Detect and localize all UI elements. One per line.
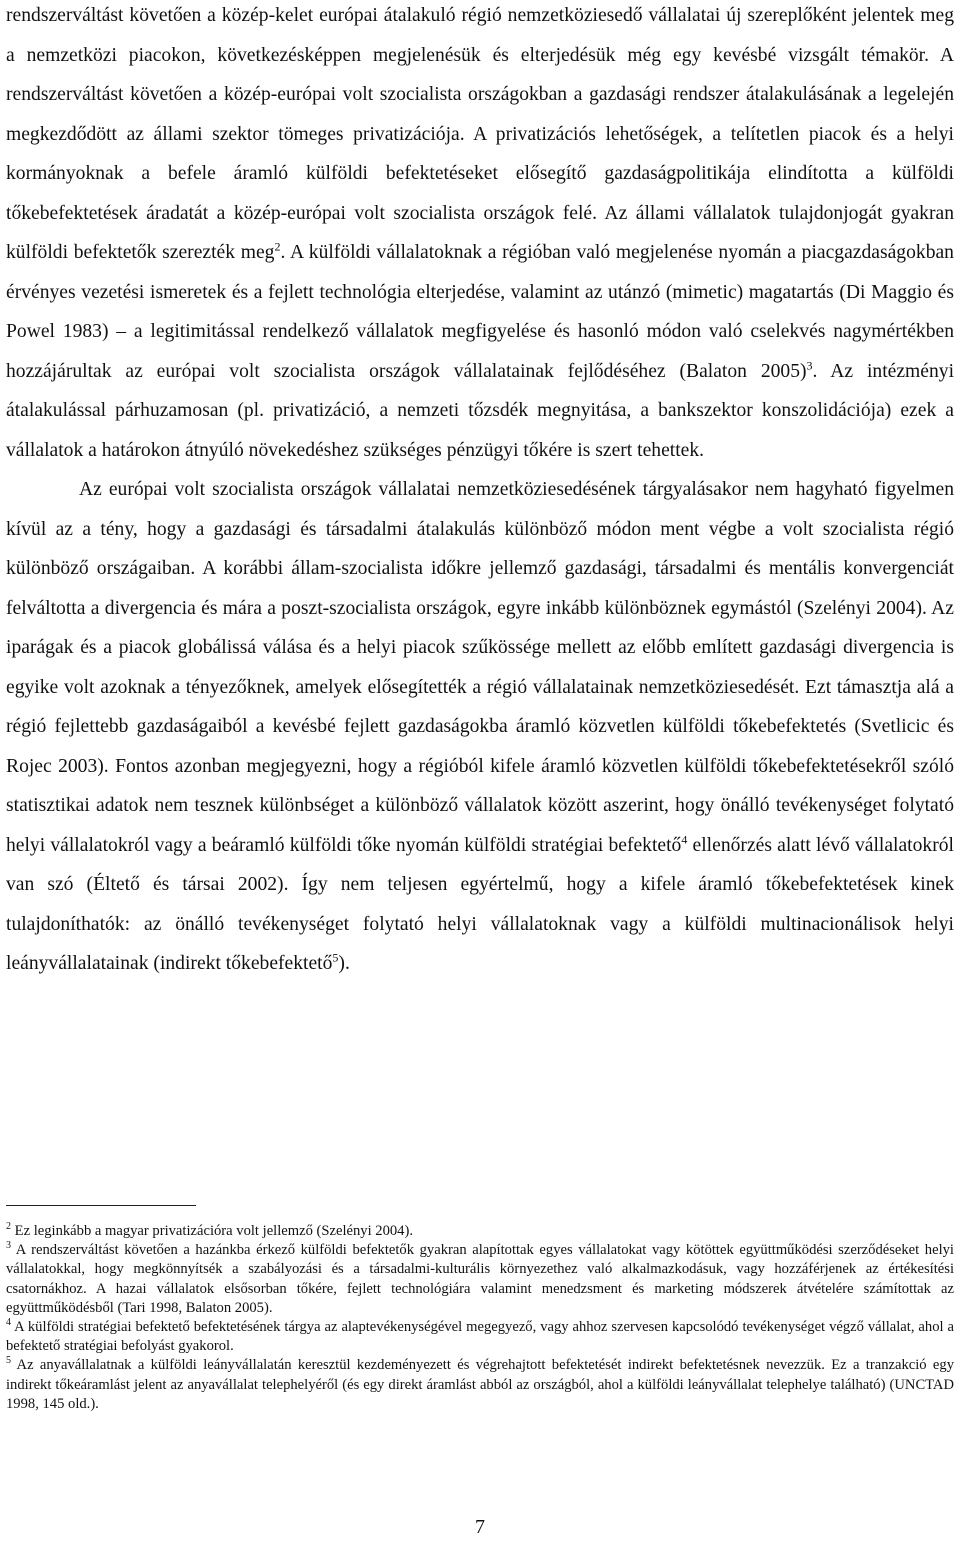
body-paragraph-1: [6, 0, 954, 470]
footnote-text: A rendszerváltást követően a hazánkba érkező külföldi befektetők gyakran alapítottak egyes vállalatokat vagy kötöttek együttműködési szerződéseket helyi vállalatokkal, hogy megkönnyítsék a szabályozási és a társadalmi-kulturális környezethez való alkalmazkodásuk, vagy hozzáférjenek az értékesítési csatornákhoz. A hazai vállalatok elsősorban tőkére, fejlett technológiára valamint menedzsment és marketing módszerek átvételére számítottak az együttműködésből (Tari 1998, Balaton 2005).: [6, 1242, 954, 1316]
footnote-ref-5[interactable]: 5: [332, 950, 339, 965]
paragraph-text: Az európai volt szocialista országok vállalatai nemzetköziesedésének tárgyalásakor nem hagyható figyelmen kívül az a tény, hogy a gazdasági és társadalmi átalakulás különböző módon ment végbe a volt szocialista régió különböző országaiban. A korábbi állam-szocialista időkre jellemző gazdasági, társadalmi és mentális konvergenciát felváltotta a divergencia és mára a poszt-szocialista országok, egyre inkább különböznek egymástól (Szelényi 2004). Az iparágak és a piacok globálissá válása és a helyi piacok szűkössége mellett az előbb említett gazdasági divergencia is egyike volt azoknak a tényezőknek, amelyek elősegítették a régió vállalatainak nemzetköziesedését. Ezt támasztja alá a régió fejlettebb gazdaságaiból a kevésbé fejlett gazdaságokba áramló közvetlen külföldi tőkebefektetés (Svetlicic és Rojec 2003). Fontos azonban megjegyezni, hogy a régióból kifele áramló közvetlen külföldi tőkebefektetésekről szóló statisztikai adatok nem tesznek különbséget a különböző vállalatok között aszerint, hogy önálló tevékenységet folytató helyi vállalatokról vagy a beáramló külföldi tőke nyomán külföldi stratégiai befektető: [6, 479, 954, 856]
footnote-5: [6, 1356, 954, 1414]
paragraph-text: ellenőrzés alatt lévő vállalatokról van szó (Éltető és társai 2002). Így nem teljesen egyértelmű, hogy a kifele áramló tőkebefektetések kinek tulajdoníthatók: az önálló tevékenységet folytató helyi vállalatoknak vagy a külföldi multinacionálisok helyi leányvállalatainak (indirekt tőkebefektető: [6, 834, 954, 974]
body-paragraph-2: [6, 470, 954, 984]
footnote-ref-3[interactable]: 3: [806, 357, 813, 372]
paragraph-text: ).: [338, 953, 350, 974]
footnote-number: 2: [6, 1221, 11, 1233]
footnotes: [6, 1222, 954, 1414]
footnote-text: A külföldi stratégiai befektető befektetésének tárgya az alaptevékenységével megegyező, vagy ahhoz szervesen kapcsolódó tevékenységet végző vállalat, ahol a befektető stratégiai befolyást gyakorol.: [6, 1319, 954, 1355]
page-number: 7: [475, 1516, 485, 1538]
paragraph-text: . A külföldi vállalatoknak a régióban való megjelenése nyomán a piacgazdaságokban érvényes vezetési ismeretek és a fejlett technológia elterjedése, valamint az utánzó (mimetic) magatartás (Di Maggio és Powel 1983) – a legitimitással rendelkező vállalatok megfigyelése és hasonló módon való cselekvés nagymértékben hozzájárultak az európai volt szocialista országok vállalatainak fejlődéséhez (Balaton 2005): [6, 242, 954, 382]
footnote-separator: [6, 1205, 196, 1206]
paragraph-text: rendszerváltást követően a közép-kelet európai átalakuló régió nemzetköziesedő vállalatai új szereplőként jelentek meg a nemzetközi piacokon, következésképpen megjelenésük és elterjedésük még egy kevésbé vizsgált témakör. A rendszerváltást követően a közép-európai volt szocialista országokban a gazdasági rendszer átalakulásának a legelején megkezdődött az állami szektor tömeges privatizációja. A privatizációs lehetőségek, a telítetlen piacok és a helyi kormányoknak a befele áramló külföldi befektetéseket elősegítő gazdaságpolitikája elindította a külföldi tőkebefektetések áradatát a közép-európai volt szocialista országok felé. Az állami vállalatok tulajdonjogát gyakran külföldi befektetők szerezték meg: [6, 5, 954, 263]
footnote-ref-4[interactable]: 4: [681, 831, 688, 846]
footnote-text: Az anyavállalatnak a külföldi leányvállalatán keresztül kezdeményezett és végrehajtott befektetését indirekt befektetésnek nevezzük. Ez a tranzakció egy indirekt tőkeáramlást jelent az anyavállalat telephelyéről (és egy direkt áramlást abból az országból, ahol a külföldi leányvállalat telephelye található) (UNCTAD 1998, 145 old.).: [6, 1357, 954, 1412]
footnote-ref-2[interactable]: 2: [274, 239, 281, 254]
footnote-number: 3: [6, 1240, 11, 1252]
paragraph-text: . Az intézményi átalakulással párhuzamosan (pl. privatizáció, a nemzeti tőzsdék megnyitása, a bankszektor konszolidációja) ezek a vállalatok a határokon átnyúló növekedéshez szükséges pénzügyi tőkére is szert tehettek.: [6, 360, 955, 461]
footnote-number: 5: [6, 1355, 11, 1367]
footnote-2: [6, 1222, 954, 1241]
footnote-text: Ez leginkább a magyar privatizációra volt jellemző (Szelényi 2004).: [11, 1223, 413, 1239]
document-page: [6, 0, 954, 984]
footnote-number: 4: [6, 1317, 11, 1329]
footnote-3: [6, 1241, 954, 1318]
footnote-4: [6, 1318, 954, 1356]
